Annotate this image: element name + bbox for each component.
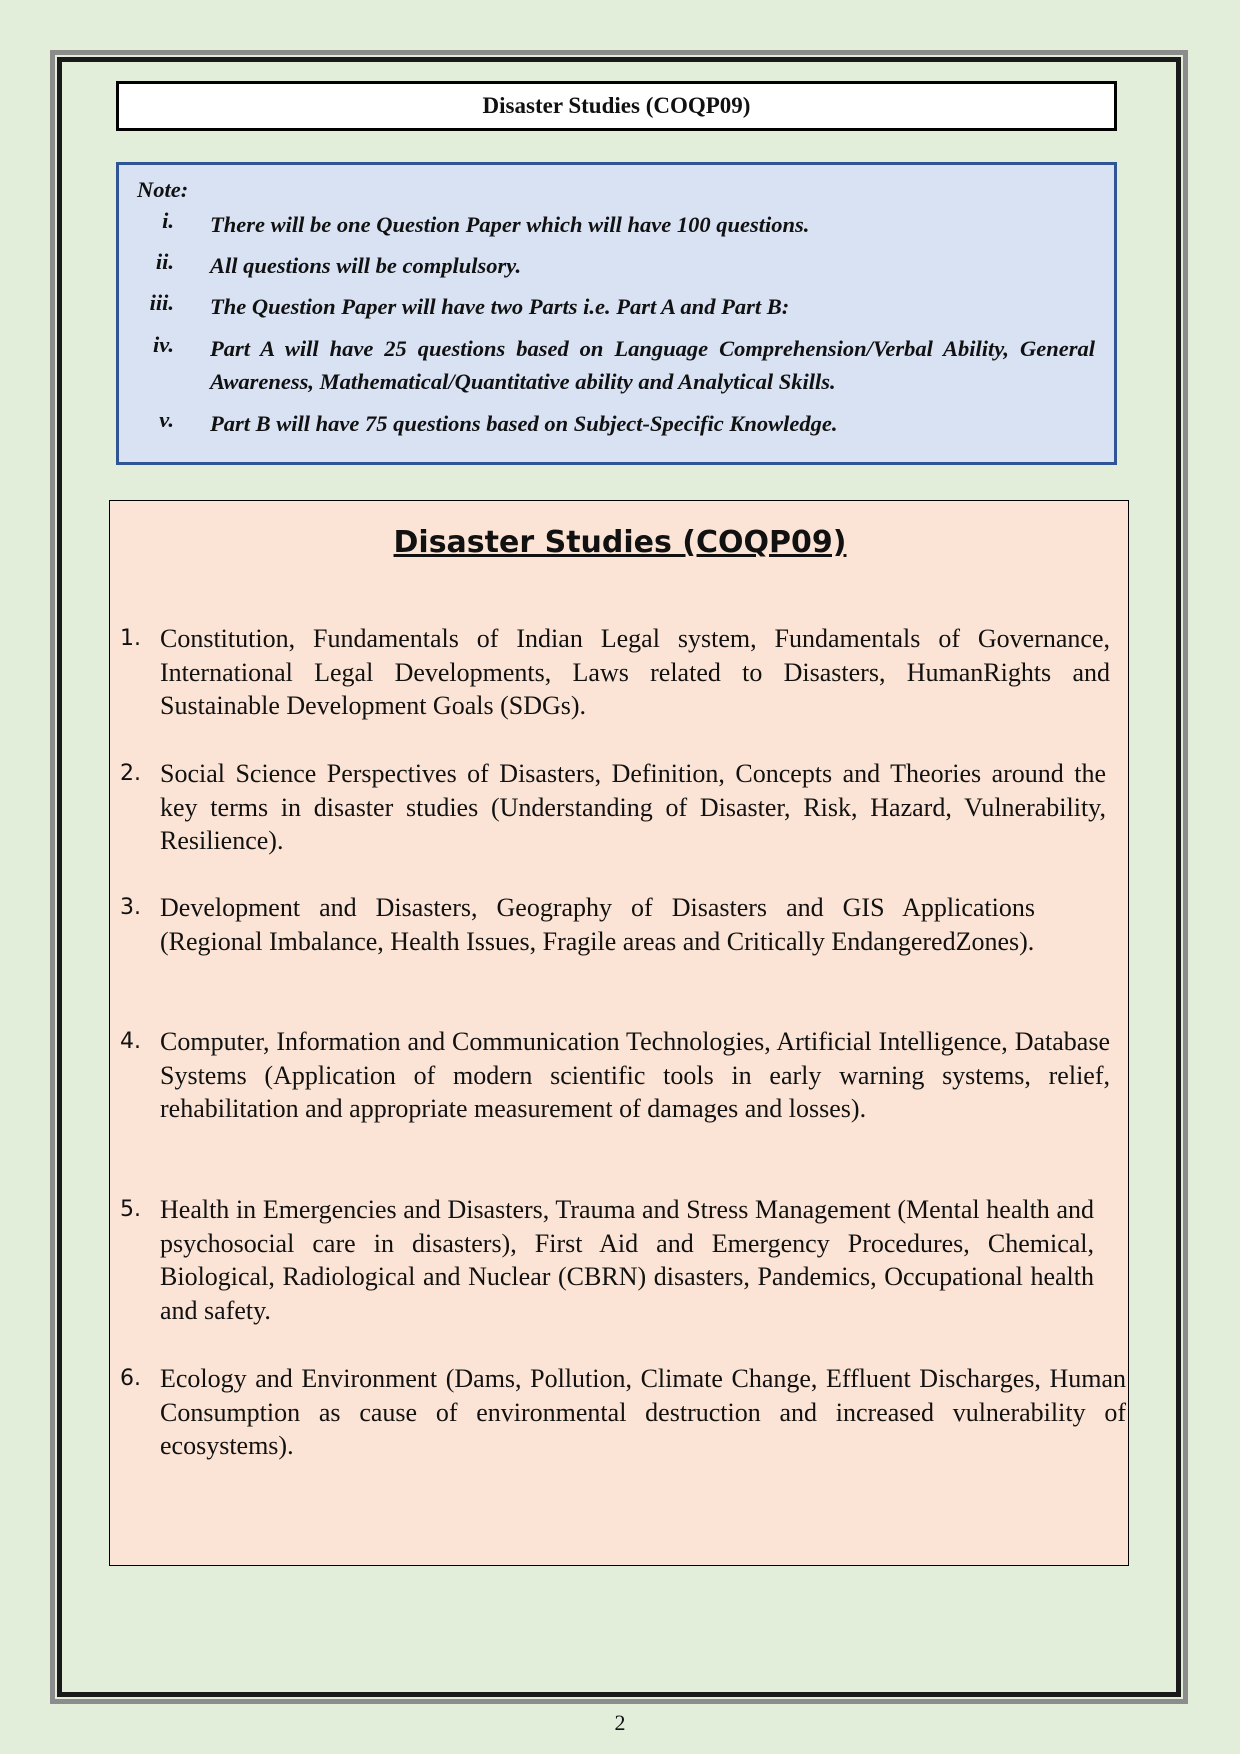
note-box: [116, 162, 1117, 465]
syllabus-title: [110, 525, 1128, 560]
syllabus-item-text: Constitution, Fundamentals of Indian Legal system, Fundamentals of Governance, International Legal Developments, Laws related to Disasters, HumanRights and Sustainable Development Goals (SDGs).: [160, 624, 1110, 721]
note-item-text: Part B will have 75 questions based on Subject-Specific Knowledge.: [210, 411, 838, 436]
note-item-number: iv.: [152, 332, 174, 357]
syllabus-item-number: 5.: [120, 1197, 141, 1222]
header-title-box: [116, 81, 1117, 131]
syllabus-item-text: Ecology and Environment (Dams, Pollution, Climate Change, Effluent Discharges, Human Consumption as cause of environmental destruction and increased vulnerability of ecosystems).: [160, 1364, 1126, 1461]
syllabus-box: [109, 500, 1129, 1566]
syllabus-item-number: 2.: [120, 761, 141, 786]
syllabus-item-text: Health in Emergencies and Disasters, Trauma and Stress Management (Mental health and psychosocial care in disasters), First Aid and Emergency Procedures, Chemical, Biological, Radiological and Nuclear (CBRN) disasters, Pandemics, Occupational health and safety.: [160, 1195, 1094, 1325]
note-item-number: v.: [159, 407, 174, 432]
note-title: Note:: [137, 177, 189, 202]
syllabus-item-number: 1.: [120, 626, 141, 651]
syllabus-item-number: 3.: [120, 895, 141, 920]
syllabus-title-text: Disaster Studies (COQP09): [393, 525, 847, 560]
syllabus-item-text: Computer, Information and Communication Technologies, Artificial Intelligence, Database Systems (Application of modern scientific tools in early warning systems, relief, rehabilitation and appropriate measurement of damages and losses).: [160, 1027, 1110, 1124]
page-number: 2: [614, 1710, 626, 1735]
note-item-number: ii.: [155, 249, 174, 274]
syllabus-item-number: 4.: [120, 1029, 141, 1054]
note-item-text: All questions will be complulsory.: [210, 253, 522, 278]
syllabus-item-text: Development and Disasters, Geography of Disasters and GIS Applications (Regional Imbalance, Health Issues, Fragile areas and Critically EndangeredZones).: [160, 893, 1035, 956]
syllabus-item-text: Social Science Perspectives of Disasters, Definition, Concepts and Theories around the key terms in disaster studies (Understanding of Disaster, Risk, Hazard, Vulnerability, Resilience).: [160, 759, 1106, 856]
note-item-number: iii.: [149, 290, 174, 315]
syllabus-item-number: 6.: [120, 1366, 141, 1391]
note-item-text: The Question Paper will have two Parts i.e. Part A and Part B:: [210, 294, 790, 319]
note-item-number: i.: [162, 208, 174, 233]
header-title: Disaster Studies (COQP09): [482, 93, 751, 118]
note-item-text: Part A will have 25 questions based on Language Comprehension/Verbal Ability, General Awareness, Mathematical/Quantitative ability and Analytical Skills.: [210, 336, 1095, 394]
note-item-text: There will be one Question Paper which will have 100 questions.: [210, 212, 810, 237]
